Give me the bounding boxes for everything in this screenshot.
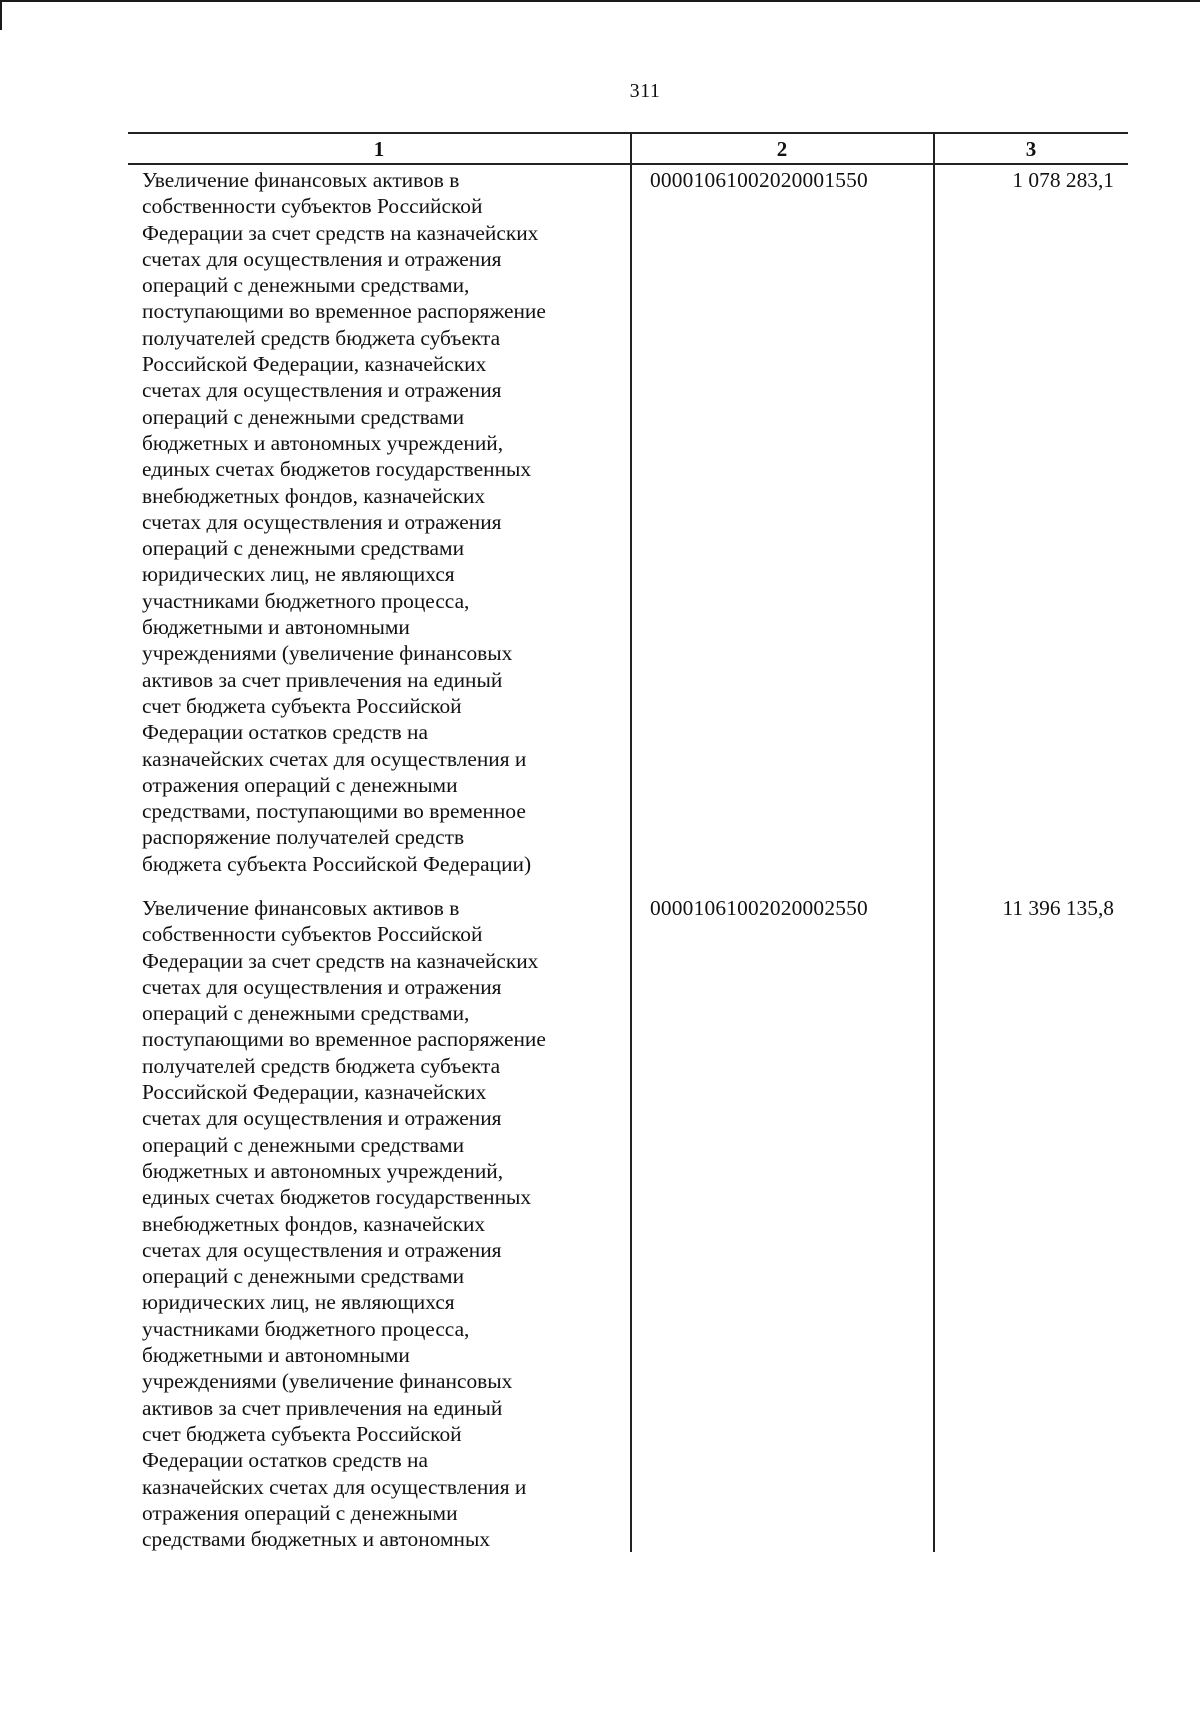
row-1-value: 1 078 283,1 (1012, 168, 1114, 192)
column-header-3: 3 (1025, 137, 1037, 161)
scan-edge-left (0, 0, 2, 30)
column-divider-1 (630, 132, 632, 1552)
column-header-2: 2 (776, 137, 788, 161)
row-1-description: Увеличение финансовых активов в собственности субъектов Российской Федерации за счет средств на казначейских счетах для осуществления и отражения операций с денежными средствами, поступающими во временное распоряжение получателей средств бюджета субъекта Российской Федерации, казначейских счетах для осуществления и отражения операций с денежными средствами бюджетных и автономных учреждений, единых счетах бюджетов государственных внебюджетных фондов, казначейских счетах для осуществления и отражения операций с денежными средствами юридических лиц, не являющихся участниками бюджетного процесса, бюджетными и автономными учреждениями (увеличение финансовых активов за счет привлечения на единый счет бюджета субъекта Российской Федерации остатков средств на казначейских счетах для осуществления и отражения операций с денежными средствами, поступающими во временное распоряжение получателей средств бюджета субъекта Российской Федерации) (142, 168, 546, 876)
budget-table (128, 132, 1128, 1552)
table-header-rule (128, 163, 1128, 165)
table-top-rule (128, 132, 1128, 134)
row-2-value: 11 396 135,8 (1002, 896, 1114, 920)
column-header-1: 1 (373, 137, 385, 161)
page-number: 311 (629, 80, 661, 102)
row-2-description: Увеличение финансовых активов в собственности субъектов Российской Федерации за счет средств на казначейских счетах для осуществления и отражения операций с денежными средствами, поступающими во временное распоряжение получателей средств бюджета субъекта Российской Федерации, казначейских счетах для осуществления и отражения операций с денежными средствами бюджетных и автономных учреждений, единых счетах бюджетов государственных внебюджетных фондов, казначейских счетах для осуществления и отражения операций с денежными средствами юридических лиц, не являющихся участниками бюджетного процесса, бюджетными и автономными учреждениями (увеличение финансовых активов за счет привлечения на единый счет бюджета субъекта Российской Федерации остатков средств на казначейских счетах для осуществления и отражения операций с денежными средствами бюджетных и автономных (142, 896, 546, 1552)
row-2-code: 00001061002020002550 (650, 896, 868, 920)
row-1-code: 00001061002020001550 (650, 168, 868, 192)
column-divider-2 (933, 132, 935, 1552)
scan-edge-top (0, 0, 1200, 2)
